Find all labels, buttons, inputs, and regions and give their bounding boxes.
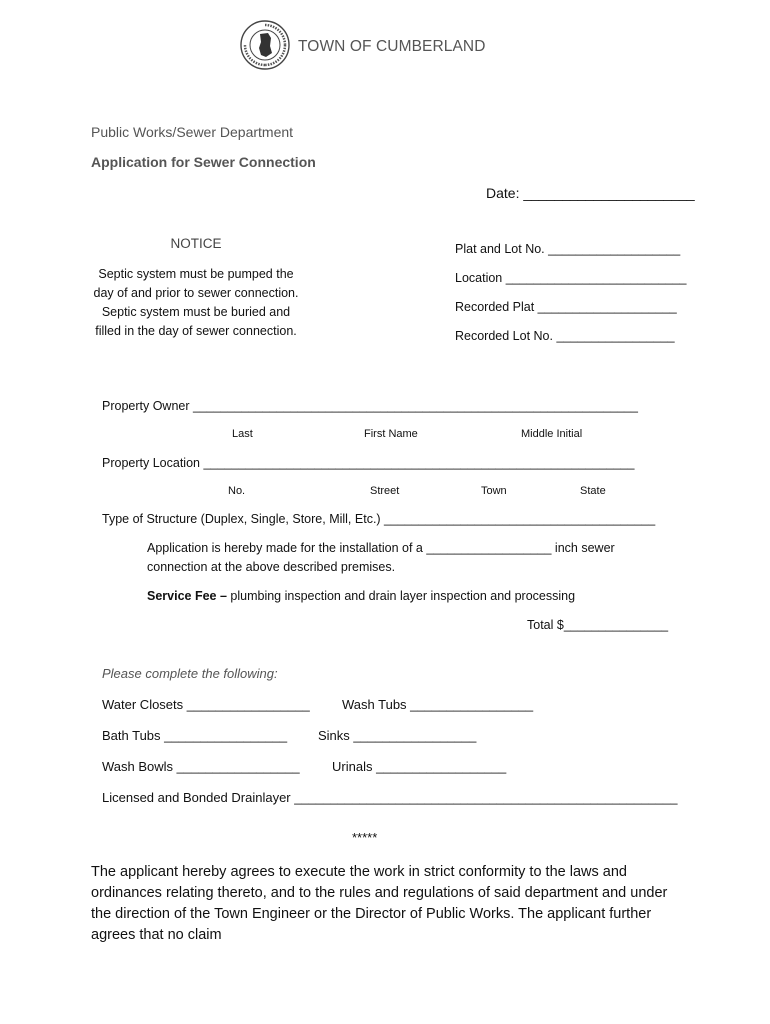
location-no-label: No. [228, 485, 246, 497]
structure-type-field[interactable]: Type of Structure (Duplex, Single, Store, Mill, Etc.) _______________________________________ [102, 512, 656, 526]
owner-last-label: Last [232, 428, 253, 440]
recorded-plat-field[interactable]: Recorded Plat ____________________ [455, 300, 677, 314]
service-fee-text: plumbing inspection and drain layer inspection and processing [226, 589, 576, 603]
plat-lot-field[interactable]: Plat and Lot No. ___________________ [455, 242, 681, 256]
application-line-1: Application is hereby made for the installation of a __________________ inch sewer [147, 541, 615, 555]
application-line-2: connection at the above described premises. [147, 560, 396, 574]
location-street-label: Street [370, 485, 400, 497]
agreement-paragraph: The applicant hereby agrees to execute the work in strict conformity to the laws and ordinances relating thereto, and to the rules and regulations of said department and under the direction of the Town Engineer or the Director of Public Works. The applicant further agrees that no claim [91, 864, 668, 943]
notice-line: Septic system must be pumped the [98, 267, 294, 281]
notice-line: Septic system must be buried and [101, 305, 291, 319]
urinals-field[interactable]: Urinals __________________ [332, 759, 507, 774]
notice-body [82, 265, 310, 341]
location-state-label: State [580, 485, 606, 497]
date-field[interactable]: Date: ______________________ [486, 185, 695, 201]
total-field[interactable]: Total $_______________ [527, 618, 669, 632]
property-owner-field[interactable]: Property Owner ________________________________________________________________ [102, 399, 638, 413]
town-name: TOWN OF CUMBERLAND [298, 38, 486, 55]
wash-bowls-field[interactable]: Wash Bowls _________________ [102, 759, 300, 774]
location-town-label: Town [481, 485, 507, 497]
bath-tubs-field[interactable]: Bath Tubs _________________ [102, 728, 288, 743]
section-separator: ***** [352, 830, 378, 845]
notice-line: filled in the day of sewer connection. [95, 324, 297, 338]
recorded-lot-field[interactable]: Recorded Lot No. _________________ [455, 329, 675, 343]
department-name: Public Works/Sewer Department [91, 124, 294, 140]
property-location-field[interactable]: Property Location ______________________________________________________________ [102, 456, 635, 470]
notice-title: NOTICE [170, 236, 222, 251]
drainlayer-field[interactable]: Licensed and Bonded Drainlayer _____________________________________________________ [102, 790, 678, 805]
fixtures-prompt: Please complete the following: [102, 666, 278, 681]
water-closets-field[interactable]: Water Closets _________________ [102, 697, 310, 712]
service-fee-label: Service Fee – [147, 589, 227, 603]
form-title: Application for Sewer Connection [91, 154, 316, 170]
owner-first-label: First Name [364, 428, 418, 440]
wash-tubs-field[interactable]: Wash Tubs _________________ [342, 697, 534, 712]
town-seal-logo [240, 20, 290, 70]
sinks-field[interactable]: Sinks _________________ [318, 728, 477, 743]
service-fee-line [147, 589, 575, 603]
notice-line: day of and prior to sewer connection. [93, 286, 299, 300]
owner-middle-label: Middle Initial [521, 428, 583, 440]
location-field[interactable]: Location __________________________ [455, 271, 687, 285]
